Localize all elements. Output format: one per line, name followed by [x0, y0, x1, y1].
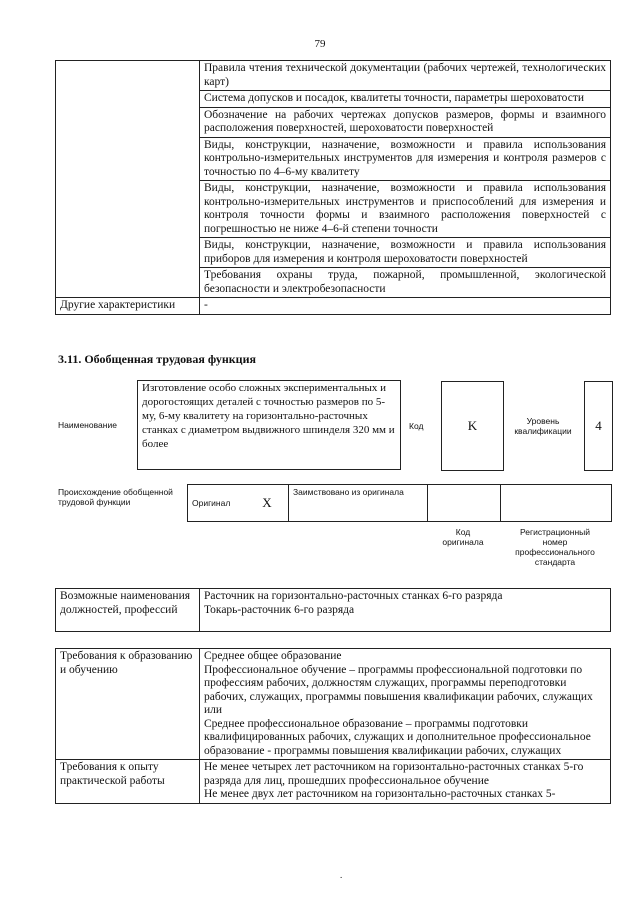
knowledge-item: Требования охраны труда, пожарной, промышленной, экологической безопасности и электробезопасности [200, 268, 611, 298]
qualification-level-label: Уровень квалификации [514, 416, 572, 436]
function-name-value: Изготовление особо сложных экспериментальных и дорогостоящих деталей с точностью размеров по 5-му, 6-му квалитету на горизонтально-расточных станках с диаметром выдвижного шпинделя 320 мм и более [142, 382, 395, 450]
experience-values [200, 760, 611, 804]
education-item: или [204, 704, 223, 716]
education-item: Профессиональное обучение – программы профессиональной подготовки по профессиям рабочих, должностям служащих, программы переподготовки рабочих, служащих, программы повышения квалификации рабочих, служащих [204, 663, 593, 703]
origin-code-label: Код оригинала [442, 527, 484, 547]
page-number: 79 [314, 38, 326, 50]
position-item: Токарь-расточник 6-го разряда [204, 603, 355, 616]
education-values [200, 649, 611, 760]
knowledge-item: Обозначение на рабочих чертежах допусков размеров, формы и взаимного расположения поверхностей, шероховатости поверхностей [200, 107, 611, 137]
other-characteristics-value: - [200, 298, 611, 315]
empty-label-cell [56, 61, 200, 298]
name-label: Наименование [58, 420, 117, 430]
table-row [56, 760, 611, 804]
level-value: 4 [595, 418, 602, 433]
positions-values [200, 589, 611, 632]
origin-table [187, 484, 612, 522]
experience-item: Не менее четырех лет расточником на горизонтально-расточных станках 5-го разряда для лиц, прошедших профессиональное обучение [204, 761, 584, 787]
knowledge-item: Виды, конструкции, назначение, возможности и правила использования приборов для измерения и контроля шероховатости поверхностей [200, 238, 611, 268]
experience-item: Не менее двух лет расточником на горизонтально-расточных станках 5- [204, 788, 556, 800]
borrowed-label: Заимствовано из оригинала [289, 485, 428, 522]
scan-dot: . [340, 870, 343, 880]
origin-label: Происхождение обобщенной трудовой функции [58, 487, 173, 507]
origin-reg-cell [501, 485, 612, 522]
original-mark: X [246, 485, 289, 522]
knowledge-item: Виды, конструкции, назначение, возможности и правила использования контрольно-измерительных инструментов и приспособлений для измерения и контроля точности формы и взаимного расположения поверхностей с погрешностью не ниже 4–6-й степени точности [200, 181, 611, 238]
requirements-table [55, 648, 611, 804]
position-item: Расточник на горизонтально-расточных станках 6-го разряда [204, 590, 503, 602]
table-row [56, 61, 611, 91]
other-characteristics-label: Другие характеристики [56, 298, 200, 315]
education-item: Среднее общее образование [204, 650, 342, 662]
knowledge-item: Правила чтения технической документации (рабочих чертежей, технологических карт) [200, 61, 611, 91]
positions-table [55, 588, 611, 632]
code-label: Код [409, 421, 424, 431]
code-value: K [467, 418, 478, 433]
education-item: Среднее профессиональное образование – программы подготовки квалифицированных рабочих, служащих и дополнительное профессиональное образование - программы повышения квалификации рабочих, служащих [204, 717, 591, 757]
original-label: Оригинал [188, 485, 247, 522]
origin-code-cell [428, 485, 501, 522]
level-box [584, 381, 613, 471]
positions-label: Возможные наименования должностей, профессий [56, 589, 200, 632]
origin-reg-label: Регистрационный номер профессионального стандарта [515, 527, 595, 567]
knowledge-item: Виды, конструкции, назначение, возможности и правила использования контрольно-измерительных инструментов для измерения и контроля размеров с точностью по 4–6-му квалитету [200, 137, 611, 181]
table-row [56, 298, 611, 315]
section-title: 3.11. Обобщенная трудовая функция [58, 352, 256, 366]
table-row [56, 649, 611, 760]
education-label: Требования к образованию и обучению [56, 649, 200, 760]
function-name-box [137, 380, 401, 470]
code-box [441, 381, 504, 471]
knowledge-table [55, 60, 611, 315]
table-row [56, 589, 611, 632]
experience-label: Требования к опыту практической работы [56, 760, 200, 804]
knowledge-item: Система допусков и посадок, квалитеты точности, параметры шероховатости [200, 91, 611, 108]
